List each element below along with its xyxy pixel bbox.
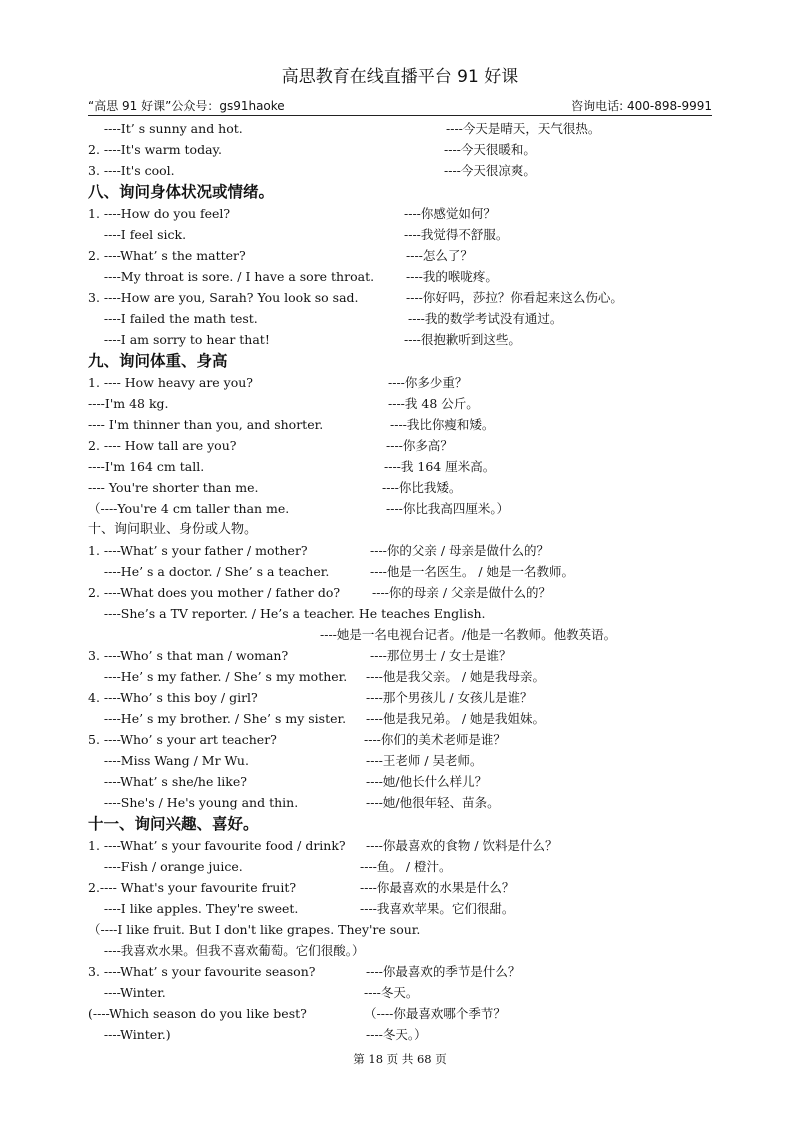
dialogue-line	[88, 266, 712, 287]
chinese-translation: ----冬天。	[364, 985, 419, 1000]
chinese-translation: ----你最喜欢的季节是什么？	[366, 964, 521, 979]
chinese-translation: ----你好吗，莎拉？你看起来这么伤心。	[406, 290, 623, 305]
dialogue-line	[88, 329, 712, 350]
dialogue-line	[88, 645, 712, 666]
english-text: 3. ----How are you, Sarah? You look so sad.	[88, 290, 359, 305]
dialogue-line	[88, 456, 712, 477]
english-text: ----What’ s she/he like?	[88, 774, 247, 789]
chinese-translation: ----那个男孩儿 / 女孩儿是谁？	[366, 690, 533, 705]
dialogue-line	[88, 203, 712, 224]
chinese-translation: ----她/他很年轻、苗条。	[366, 795, 500, 810]
dialogue-line	[88, 1003, 712, 1024]
chinese-translation: ----你比我高四厘米。）	[386, 501, 510, 516]
dialogue-line	[88, 582, 712, 603]
dialogue-line	[88, 118, 712, 139]
section-heading: 十一、询问兴趣、喜好。	[88, 815, 259, 833]
header-title: 高思教育在线直播平台 91 好课	[281, 67, 519, 87]
dialogue-line	[88, 160, 712, 181]
dialogue-line	[88, 750, 712, 771]
english-text: （----I like fruit. But I don't like grapes. They're sour.	[88, 922, 421, 937]
dialogue-line	[88, 666, 712, 687]
english-text: ----He’ s my father. / She’ s my mother.	[88, 669, 348, 684]
english-text: ----Miss Wang / Mr Wu.	[88, 753, 249, 768]
document-body	[88, 118, 712, 1045]
english-text: ----It’ s sunny and hot.	[88, 121, 243, 136]
chinese-translation: ----他是我父亲。 / 她是我母亲。	[366, 669, 546, 684]
dialogue-line	[88, 835, 712, 856]
english-text: ----My throat is sore. / I have a sore throat.	[88, 269, 375, 284]
dialogue-line	[88, 771, 712, 792]
chinese-translation: ----我 48 公斤。	[388, 396, 479, 411]
english-text: 4. ----Who’ s this boy / girl?	[88, 690, 258, 705]
dialogue-line	[88, 372, 712, 393]
dialogue-line	[88, 245, 712, 266]
chinese-translation: ----鱼。 / 橙汁。	[360, 859, 452, 874]
english-text: 1. ----What’ s your father / mother?	[88, 543, 308, 558]
english-text: 2. ----It's warm today.	[88, 142, 222, 157]
dialogue-line	[88, 624, 712, 645]
dialogue-line	[88, 540, 712, 561]
chinese-translation: ----你最喜欢的水果是什么？	[360, 880, 515, 895]
english-text: 2.---- What's your favourite fruit?	[88, 880, 297, 895]
english-text: ----Winter.	[88, 985, 166, 1000]
section-heading: 十、询问职业、身份或人物。	[88, 522, 258, 537]
page-footer: 第 18 页 共 68 页	[353, 1052, 447, 1066]
chinese-translation: ----你比我矮。	[382, 480, 462, 495]
english-text: ----She's / He's young and thin.	[88, 795, 299, 810]
english-text: ----He’ s my brother. / She’ s my sister.	[88, 711, 347, 726]
chinese-translation: ----你的父亲 / 母亲是做什么的？	[370, 543, 550, 558]
chinese-translation: ----我喜欢苹果。它们很甜。	[360, 901, 515, 916]
chinese-translation: ----今天很凉爽。	[444, 163, 536, 178]
english-text: ----Fish / orange juice.	[88, 859, 243, 874]
dialogue-line	[88, 561, 712, 582]
dialogue-line	[88, 287, 712, 308]
section-heading: 八、询问身体状况或情绪。	[88, 183, 275, 201]
english-text: 3. ----It's cool.	[88, 163, 175, 178]
dialogue-line	[88, 708, 712, 729]
english-text: ---- I'm thinner than you, and shorter.	[88, 417, 324, 432]
dialogue-line	[88, 792, 712, 813]
section-heading: 九、询问体重、身高	[88, 352, 228, 370]
english-text: ----He’ s a doctor. / She’ s a teacher.	[88, 564, 330, 579]
english-text: ----I like apples. They're sweet.	[88, 901, 299, 916]
dialogue-line	[88, 898, 712, 919]
chinese-translation: ----今天很暖和。	[444, 142, 536, 157]
header-rule	[88, 115, 712, 116]
chinese-translation: ----我的数学考试没有通过。	[408, 311, 563, 326]
header-phone: 咨询电话: 400-898-9991	[571, 99, 712, 113]
dialogue-line	[88, 940, 712, 961]
chinese-translation: ----你多少重？	[388, 375, 468, 390]
chinese-translation: ----他是我兄弟。 / 她是我姐妹。	[366, 711, 546, 726]
english-text: ----Winter.)	[88, 1027, 171, 1042]
dialogue-line	[88, 603, 712, 624]
chinese-translation: ----王老师 / 吴老师。	[366, 753, 483, 768]
english-text: ---- You're shorter than me.	[88, 480, 259, 495]
english-text: 1. ----How do you feel?	[88, 206, 231, 221]
english-text: 3. ----Who’ s that man / woman?	[88, 648, 289, 663]
english-text: 5. ----Who’ s your art teacher?	[88, 732, 277, 747]
chinese-translation: ----我 164 厘米高。	[384, 459, 496, 474]
dialogue-line	[88, 435, 712, 456]
english-text: 2. ----What’ s the matter?	[88, 248, 246, 263]
dialogue-line	[88, 1024, 712, 1045]
dialogue-line	[88, 961, 712, 982]
english-text: 1. ---- How heavy are you?	[88, 375, 254, 390]
chinese-translation: ----你们的美术老师是谁？	[364, 732, 506, 747]
chinese-translation: ----你的母亲 / 父亲是做什么的？	[372, 585, 552, 600]
dialogue-line	[88, 856, 712, 877]
english-text: ----I'm 164 cm tall.	[88, 459, 205, 474]
chinese-translation: ----怎么了？	[406, 248, 473, 263]
dialogue-line	[88, 982, 712, 1003]
dialogue-line	[88, 414, 712, 435]
english-text: 2. ---- How tall are you?	[88, 438, 237, 453]
english-text: 2. ----What does you mother / father do?	[88, 585, 341, 600]
chinese-translation: ----我比你瘦和矮。	[390, 417, 495, 432]
english-text: ----I feel sick.	[88, 227, 187, 242]
chinese-translation: ----今天是晴天，天气很热。	[446, 121, 601, 136]
dialogue-line	[88, 877, 712, 898]
dialogue-line	[88, 393, 712, 414]
chinese-translation: ----他是一名医生。 / 她是一名教师。	[370, 564, 575, 579]
chinese-translation: ----她/他长什么样儿？	[366, 774, 488, 789]
english-text: ----I'm 48 kg.	[88, 396, 169, 411]
chinese-translation: ----很抱歉听到这些。	[404, 332, 521, 347]
english-text: ----我喜欢水果。但我不喜欢葡萄。它们很酸。）	[88, 943, 365, 958]
dialogue-line	[88, 498, 712, 519]
dialogue-line	[88, 687, 712, 708]
english-text: ----I am sorry to hear that!	[88, 332, 270, 347]
chinese-translation: ----那位男士 / 女士是谁？	[370, 648, 512, 663]
chinese-translation: （----你最喜欢哪个季节？	[364, 1006, 506, 1021]
chinese-translation: ----你多高？	[386, 438, 453, 453]
chinese-translation: ----你感觉如何？	[404, 206, 496, 221]
chinese-translation: ----她是一名电视台记者。/他是一名教师。他教英语。	[320, 627, 617, 642]
english-text: ----I failed the math test.	[88, 311, 258, 326]
english-text: 3. ----What’ s your favourite season?	[88, 964, 316, 979]
dialogue-line	[88, 919, 712, 940]
chinese-translation: ----冬天。）	[366, 1027, 427, 1042]
english-text: (----Which season do you like best?	[88, 1006, 307, 1021]
header-wechat: “高思 91 好课”公众号：gs91haoke	[88, 99, 285, 113]
english-text: ----She’s a TV reporter. / He’s a teacher. He teaches English.	[88, 606, 486, 621]
chinese-translation: ----我的喉咙疼。	[406, 269, 498, 284]
chinese-translation: ----你最喜欢的食物 / 饮料是什么？	[366, 838, 558, 853]
dialogue-line	[88, 224, 712, 245]
english-text: （----You're 4 cm taller than me.	[88, 501, 290, 516]
dialogue-line	[88, 729, 712, 750]
dialogue-line	[88, 139, 712, 160]
chinese-translation: ----我觉得不舒服。	[404, 227, 509, 242]
english-text: 1. ----What’ s your favourite food / drink?	[88, 838, 346, 853]
dialogue-line	[88, 308, 712, 329]
dialogue-line	[88, 477, 712, 498]
